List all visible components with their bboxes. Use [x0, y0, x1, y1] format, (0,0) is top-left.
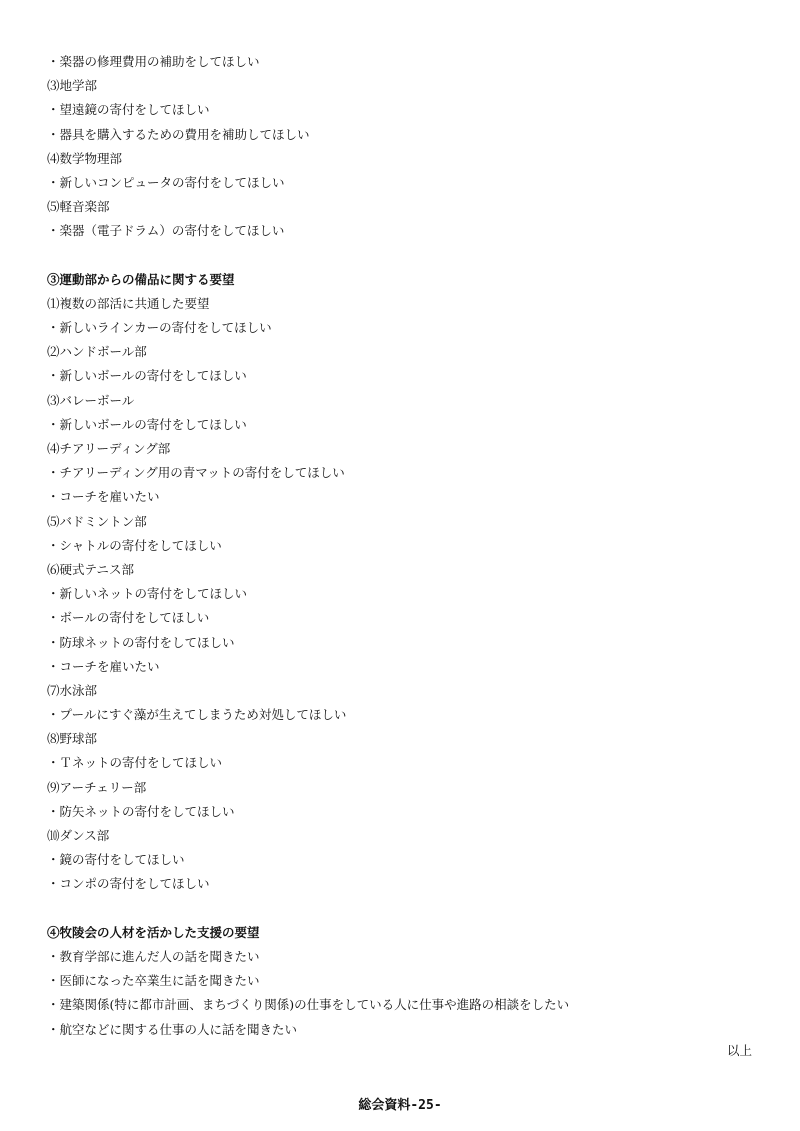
text-line: ⑻野球部: [47, 731, 98, 747]
page-footer: 総会資料-25-: [358, 1098, 442, 1113]
text-line: ・建築関係(特に都市計画、まちづくり関係)の仕事をしている人に仕事や進路の相談をしたい: [47, 997, 570, 1013]
text-line: ・新しいネットの寄付をしてほしい: [47, 586, 248, 602]
text-line: ⑶地学部: [47, 78, 98, 94]
text-line: ⑷チアリーディング部: [47, 441, 171, 456]
section-heading: ③運動部からの備品に関する要望: [47, 271, 235, 287]
blank-line: [47, 897, 757, 921]
text-line: ・チアリーディング用の青マットの寄付をしてほしい: [47, 465, 345, 481]
text-line: ・防球ネットの寄付をしてほしい: [47, 634, 235, 650]
text-line: ・教育学部に進んだ人の話を聞きたい: [47, 948, 260, 964]
text-line: ⑽ダンス部: [47, 828, 110, 843]
text-line: ⑺水泳部: [47, 682, 98, 698]
text-line: ・シャトルの寄付をしてほしい: [47, 537, 222, 553]
text-line: ・コーチを雇いたい: [47, 658, 160, 674]
text-line: ⑹硬式テニス部: [47, 561, 135, 577]
text-line: ⑸軽音楽部: [47, 199, 110, 215]
text-line: ・新しいボールの寄付をしてほしい: [47, 368, 247, 384]
text-line: ⑶バレーボール: [47, 392, 135, 408]
document-body: [47, 50, 757, 1042]
text-line: ⑼アーチェリー部: [47, 779, 147, 795]
text-line: ・コンポの寄付をしてほしい: [47, 876, 210, 892]
text-line: ⑸バドミントン部: [47, 513, 147, 529]
text-line: ⑴複数の部活に共通した要望: [47, 295, 210, 311]
text-line: ・プールにすぐ藻が生えてしまうため対処してほしい: [47, 707, 347, 723]
text-line: ・望遠鏡の寄付をしてほしい: [47, 102, 210, 118]
closing-remark: 以上: [726, 1043, 752, 1058]
text-line: ・防矢ネットの寄付をしてほしい: [47, 803, 235, 819]
text-line: ・楽器の修理費用の補助をしてほしい: [47, 54, 260, 69]
text-line: ・医師になった卒業生に話を聞きたい: [47, 973, 260, 989]
text-line: ・コーチを雇いたい: [47, 489, 160, 505]
blank-line: [47, 244, 757, 268]
text-line: ・鏡の寄付をしてほしい: [47, 852, 185, 868]
text-line: ⑷数学物理部: [47, 150, 123, 166]
text-line: ・Ｔネットの寄付をしてほしい: [47, 755, 223, 771]
section-heading: ④牧陵会の人材を活かした支援の要望: [47, 924, 260, 940]
text-line: ・楽器（電子ドラム）の寄付をしてほしい: [47, 223, 285, 239]
text-line: ・新しいボールの寄付をしてほしい: [47, 416, 247, 432]
text-line: ・新しいコンピュータの寄付をしてほしい: [47, 174, 285, 190]
text-line: ・器具を購入するための費用を補助してほしい: [47, 126, 310, 142]
text-line: ・航空などに関する仕事の人に話を聞きたい: [47, 1021, 298, 1037]
text-line: ・ボールの寄付をしてほしい: [47, 610, 210, 626]
text-line: ・新しいラインカーの寄付をしてほしい: [47, 320, 272, 336]
text-line: ⑵ハンドボール部: [47, 344, 147, 360]
